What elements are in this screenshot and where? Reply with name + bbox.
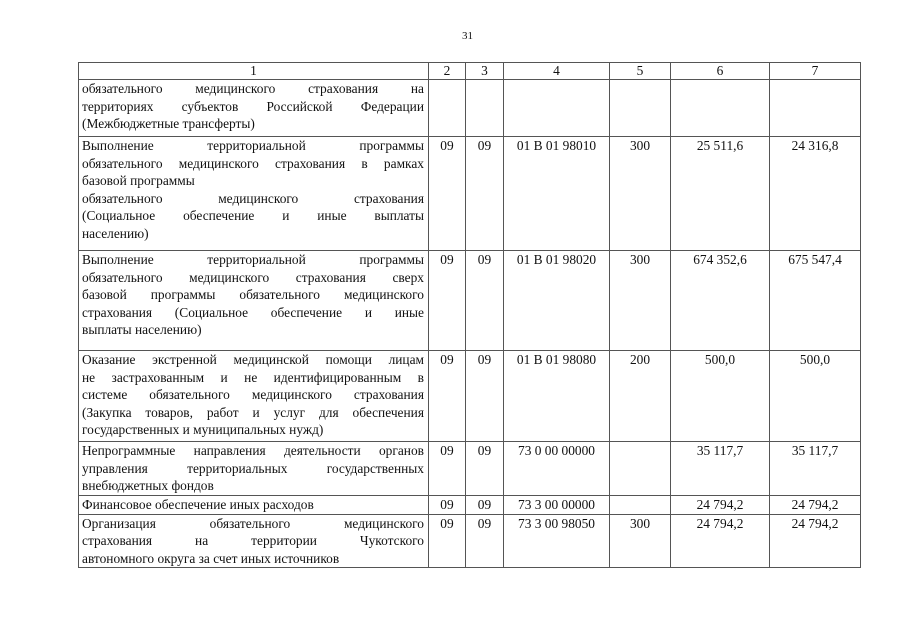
row-description bbox=[79, 80, 429, 137]
amount-year-1: 500,0 bbox=[671, 351, 770, 442]
subsection-code: 09 bbox=[466, 251, 504, 351]
amount-year-2: 24 794,2 bbox=[770, 514, 861, 568]
section-code: 09 bbox=[429, 251, 466, 351]
description-line: внебюджетных фондов bbox=[82, 478, 214, 494]
description-line: автономного округа за счет иных источников bbox=[82, 550, 340, 566]
row-description bbox=[79, 496, 429, 515]
description-line: (Социальное обеспечение и иные выплаты bbox=[82, 208, 424, 224]
header-cell: 7 bbox=[770, 63, 861, 80]
description-line: Выполнение территориальной программы bbox=[82, 252, 424, 267]
header-cell: 5 bbox=[610, 63, 671, 80]
description-line: Непрограммные направления деятельности органов bbox=[82, 443, 424, 458]
description-line: Организация обязательного медицинского bbox=[82, 515, 424, 531]
subsection-code: 09 bbox=[466, 137, 504, 251]
target-article-code: 01 В 01 98020 bbox=[504, 251, 610, 351]
table-row bbox=[79, 442, 861, 496]
row-description bbox=[79, 442, 429, 496]
description-line: не застрахованным и не идентифицированным в bbox=[82, 369, 424, 385]
description-line: базовой программы обязательного медицинского bbox=[82, 287, 424, 303]
description-line: государственных и муниципальных нужд) bbox=[82, 422, 324, 438]
table-row bbox=[79, 251, 861, 351]
section-code: 09 bbox=[429, 514, 466, 568]
page-number: 31 bbox=[462, 30, 473, 42]
row-description bbox=[79, 137, 429, 251]
subsection-code: 09 bbox=[466, 496, 504, 515]
row-description bbox=[79, 251, 429, 351]
target-article-code: 73 3 00 98050 bbox=[504, 514, 610, 568]
description-line: базовой программы bbox=[82, 173, 195, 189]
description-line: обязательного медицинского страхования в рамках bbox=[82, 155, 424, 171]
expense-type-code: 300 bbox=[610, 514, 671, 568]
amount-year-2: 24 794,2 bbox=[770, 496, 861, 515]
budget-table bbox=[78, 62, 861, 568]
amount-year-1: 35 117,7 bbox=[671, 442, 770, 496]
description-line: (Закупка товаров, работ и услуг для обеспечения bbox=[82, 404, 424, 420]
expense-type-code bbox=[610, 442, 671, 496]
target-article-code: 73 0 00 00000 bbox=[504, 442, 610, 496]
description-line: страхования (Социальное обеспечение и иные bbox=[82, 304, 424, 320]
section-code: 09 bbox=[429, 137, 466, 251]
section-code: 09 bbox=[429, 351, 466, 442]
table-row bbox=[79, 496, 861, 515]
table-row bbox=[79, 137, 861, 251]
description-line: выплаты населению) bbox=[82, 322, 202, 338]
expense-type-code bbox=[610, 496, 671, 515]
amount-year-1: 24 794,2 bbox=[671, 496, 770, 515]
expense-type-code bbox=[610, 80, 671, 137]
target-article-code: 01 В 01 98010 bbox=[504, 137, 610, 251]
header-cell: 3 bbox=[466, 63, 504, 80]
section-code: 09 bbox=[429, 496, 466, 515]
description-line: территориях субъектов Российской Федерации bbox=[82, 98, 424, 114]
table-row bbox=[79, 351, 861, 442]
description-line: Оказание экстренной медицинской помощи лицам bbox=[82, 352, 424, 367]
section-code: 09 bbox=[429, 442, 466, 496]
description-line: Финансовое обеспечение иных расходов bbox=[82, 497, 314, 512]
row-description bbox=[79, 514, 429, 568]
header-cell: 1 bbox=[79, 63, 429, 80]
header-cell: 4 bbox=[504, 63, 610, 80]
amount-year-2: 500,0 bbox=[770, 351, 861, 442]
description-line: управления территориальных государственных bbox=[82, 460, 424, 476]
header-cell: 6 bbox=[671, 63, 770, 80]
table-header-row bbox=[79, 63, 861, 80]
description-line: (Межбюджетные трансферты) bbox=[82, 116, 255, 132]
section-code bbox=[429, 80, 466, 137]
description-line: обязательного медицинского страхования на bbox=[82, 81, 424, 96]
subsection-code: 09 bbox=[466, 514, 504, 568]
amount-year-2 bbox=[770, 80, 861, 137]
amount-year-1: 24 794,2 bbox=[671, 514, 770, 568]
amount-year-2: 675 547,4 bbox=[770, 251, 861, 351]
table-row bbox=[79, 514, 861, 568]
row-description bbox=[79, 351, 429, 442]
target-article-code: 01 В 01 98080 bbox=[504, 351, 610, 442]
subsection-code bbox=[466, 80, 504, 137]
expense-type-code: 300 bbox=[610, 137, 671, 251]
subsection-code: 09 bbox=[466, 351, 504, 442]
target-article-code bbox=[504, 80, 610, 137]
amount-year-2: 24 316,8 bbox=[770, 137, 861, 251]
expense-type-code: 200 bbox=[610, 351, 671, 442]
description-line: системе обязательного медицинского страхования bbox=[82, 387, 424, 403]
description-line: Выполнение территориальной программы bbox=[82, 138, 424, 153]
header-cell: 2 bbox=[429, 63, 466, 80]
amount-year-2: 35 117,7 bbox=[770, 442, 861, 496]
description-line: обязательного медицинского страхования bbox=[82, 190, 424, 206]
amount-year-1: 674 352,6 bbox=[671, 251, 770, 351]
amount-year-1 bbox=[671, 80, 770, 137]
description-line: населению) bbox=[82, 225, 149, 241]
target-article-code: 73 3 00 00000 bbox=[504, 496, 610, 515]
description-line: обязательного медицинского страхования сверх bbox=[82, 269, 424, 285]
expense-type-code: 300 bbox=[610, 251, 671, 351]
description-line: страхования на территории Чукотского bbox=[82, 533, 424, 549]
subsection-code: 09 bbox=[466, 442, 504, 496]
table-row bbox=[79, 80, 861, 137]
amount-year-1: 25 511,6 bbox=[671, 137, 770, 251]
